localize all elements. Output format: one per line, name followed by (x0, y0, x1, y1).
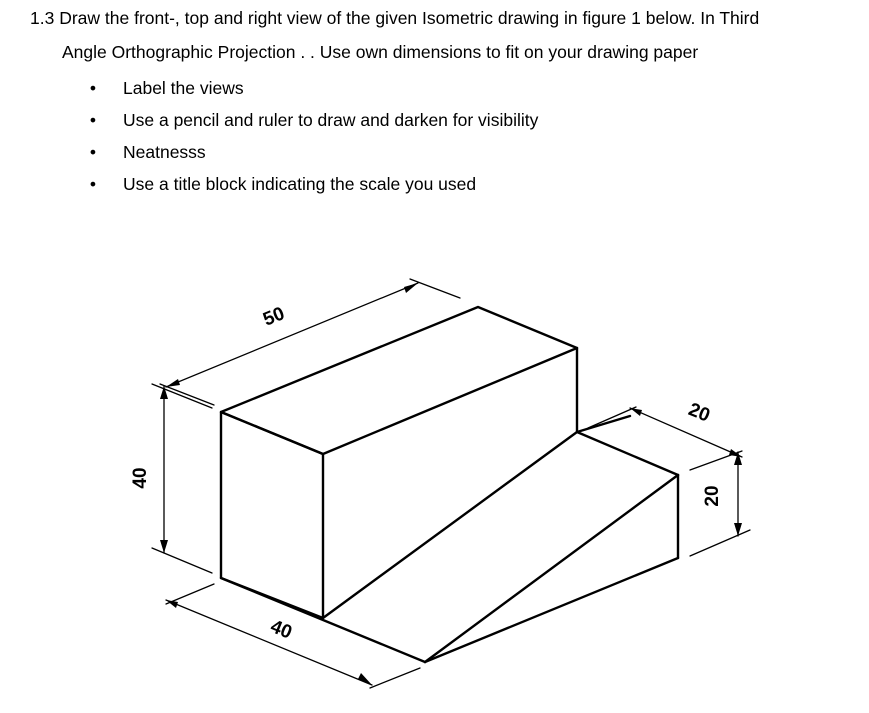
list-item-label: Use a pencil and ruler to draw and darken for visibility (123, 110, 539, 130)
dim-label-40-vertical: 40 (130, 467, 151, 489)
dimension-labels (130, 303, 723, 643)
arrow-head (729, 449, 742, 457)
dim-label-40-bottom: 40 (267, 616, 295, 644)
ramp-bottom-right (425, 558, 678, 662)
bullet-icon: • (89, 174, 97, 194)
arrow-head (160, 540, 168, 553)
dim-40b-ext-right (370, 668, 420, 688)
dim-40v-ext-bottom (152, 548, 212, 573)
dim-40b-ext-left (166, 584, 214, 604)
arrow-head (166, 379, 180, 387)
ramp-top-front-edge (577, 432, 678, 475)
bullet-icon: • (89, 78, 97, 98)
dim-20h-ext-bottom (690, 530, 750, 556)
arrow-head (166, 600, 178, 608)
bullet-icon: • (89, 142, 97, 162)
block-top-face (221, 307, 577, 454)
list-item-label: Label the views (123, 78, 244, 98)
question-line-2: Angle Orthographic Projection . . Use own dimensions to fit on your drawing paper (62, 42, 699, 62)
block-front-face (221, 412, 323, 618)
question-line-1: 1.3 Draw the front-, top and right view of the given Isometric drawing in figure 1 below. In Third (30, 8, 760, 28)
dim-50-ext-left (160, 384, 214, 405)
dim-label-20-height: 20 (702, 485, 723, 507)
list-item-label: Neatnesss (123, 142, 206, 162)
ramp-slope-front (323, 432, 577, 618)
dimension-lines (152, 279, 750, 688)
dim-50-line (166, 283, 418, 387)
object-outline (221, 307, 678, 662)
dimension-arrows (160, 283, 742, 685)
dim-label-20-width: 20 (685, 399, 713, 427)
bullet-icon: • (89, 110, 97, 130)
ramp-top-back-edge (577, 416, 630, 432)
dim-40b-line (166, 600, 372, 685)
list-item-label: Use a title block indicating the scale you used (123, 174, 477, 194)
ramp-slope-back (425, 475, 678, 662)
arrow-head (630, 408, 642, 416)
dim-label-50: 50 (260, 303, 288, 331)
arrow-head (358, 673, 372, 685)
arrow-head (404, 283, 418, 293)
dim-50-ext-right (410, 279, 460, 298)
